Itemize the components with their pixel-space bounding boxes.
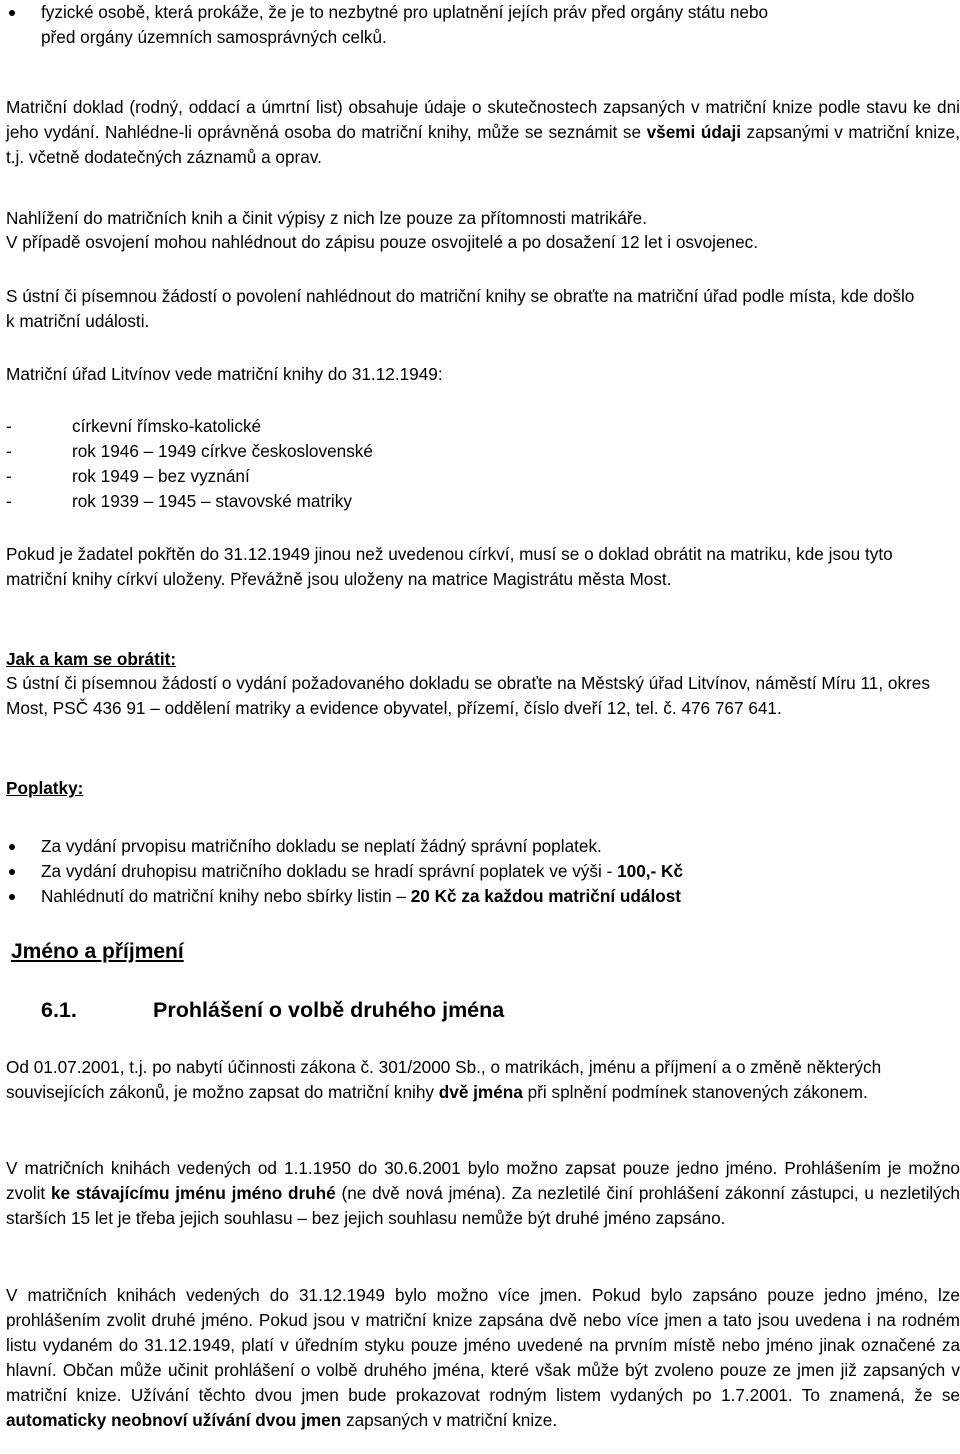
paragraph-od-2001: Od 01.07.2001, t.j. po nabytí účinnosti zákona č. 301/2000 Sb., o matrikách, jménu a příjmení a o změně některých souvisejících zákonů, je možno zapsat do matriční knihy dvě jména při splnění podmínek stanovených zákonem.	[6, 1057, 882, 1102]
paragraph-jak-a-kam: S ústní či písemnou žádostí o vydání požadovaného dokladu se obraťte na Městský úřad Litvínov, náměstí Míru 11, okres Most, PSČ 436 91 – oddělení matriky a evidence obyvatel, přízemí, číslo dveří 12, tel. č. 476 767 641.	[6, 673, 930, 718]
paragraph-nahlizeni-line-2: V případě osvojení mohou nahlédnout do zápisu pouze osvojitelé a po dosažení 12 let i osvojenec.	[6, 232, 758, 252]
bullet-dot-icon	[9, 844, 15, 850]
bullet-dot-icon	[9, 869, 15, 875]
bullet-text-line-2: před orgány územních samosprávných celků.	[41, 27, 387, 47]
paragraph-matricni-doklad: Matriční doklad (rodný, oddací a úmrtní list) obsahuje údaje o skutečnostech zapsaných v matriční knize podle stavu ke dni jeho vydání. Nahlédne-li oprávněná osoba do matriční knihy, může se seznámit se všemi údaji zapsanými v matriční knize, t.j. včetně dodatečných záznamů a oprav.	[6, 97, 960, 167]
paragraph-nahlizeni-line-1: Nahlížení do matričních knih a činit výpisy z nich lze pouze za přítomnosti matrikáře.	[6, 208, 647, 228]
heading-poplatky: Poplatky:	[6, 778, 84, 798]
paragraph-ustni-zadost: S ústní či písemnou žádostí o povolení nahlédnout do matriční knihy se obraťte na matriční úřad podle místa, kde došlo k matriční události.	[6, 286, 915, 331]
bullet-dot-icon	[9, 894, 15, 900]
heading-jmeno-a-prijmeni: Jméno a příjmení	[11, 940, 184, 963]
section-number: 6.1.	[41, 998, 77, 1022]
document-page: fyzické osobě, která prokáže, že je to nezbytné pro uplatnění jejích práv před orgány státu nebo před orgány územních samosprávných celků. Matriční doklad (rodný, oddací a úmrtní list) obsahuje údaje o skutečnostech zapsaných v matriční knize podle stavu ke dni jeho vydání. Nahlédne-li oprávněná osoba do matriční knihy, může se seznámit se všemi údaji zapsanými v matriční knize, t.j. včetně dodatečných záznamů a oprav. Nahlížení do matričních knih a činit výpisy z nich lze pouze za přítomnosti matrikáře. V případě osvojení mohou nahlédnout do zápisu pouze osvojitelé a po dosažení 12 let i osvojenec. S ústní či písemnou žádostí o povolení nahlédnout do matriční knihy se obraťte na matriční úřad podle místa, kde došlo k matriční události. Matriční úřad Litvínov vede matriční knihy do 31.12.1949: - církevní římsko-katolické - rok 1946 – 1949 církve československé - rok 1949 – bez vyznání - rok 1939 – 1945 – stavovské matriky Pokud je žadatel pokřtěn do 31.12.1949 jinou než uvedenou církví, musí se o doklad obrátit na matriku, kde jsou tyto matriční knihy církví uloženy. Převážně jsou uloženy na matrice Magistrátu města Most. Jak a kam se obrátit: S ústní či písemnou žádostí o vydání požadovaného dokladu se obraťte na Městský úřad Litvínov, náměstí Míru 11, okres Most, PSČ 436 91 – oddělení matriky a evidence obyvatel, přízemí, číslo dveří 12, tel. č. 476 767 641. Poplatky: Za vydání prvopisu matričního dokladu se neplatí žádný správní poplatek. Za vydání druhopisu matričního dokladu se hradí správní poplatek ve výši - 100,- Kč Nahlédnutí do matriční knihy nebo sbírky listin – 20 Kč za každou matriční událost Jméno a příjmení 6.1. Prohlášení o volbě druhého jména Od 01.07.2001, t.j. po nabytí účinnosti zákona č. 301/2000 Sb., o matrikách, jménu a příjmení a o změně některých souvisejících zákonů, je možno zapsat do matriční knihy dvě jména při splnění podmínek stanovených zákonem. V matričních knihách vedených od 1.1.1950 do 30.6.2001 bylo možno zapsat pouze jedno jméno. Prohlášením je možno zvolit ke stávajícímu jménu jméno druhé (ne dvě nová jména). Za nezletilé činí prohlášení zákonní zástupci, u nezletilých starších 15 let je třeba jejich souhlasu – bez jejich souhlasu nemůže být druhé jméno zapsáno. V matričních knihách vedených do 31.12.1949 bylo možno více jmen. Pokud bylo zapsáno pouze jedno jméno, lze prohlášením zvolit druhé jméno. Pokud jsou v matriční knize zapsána dvě nebo více jmen a tato jsou uvedena i na rodném listu vydaném do 31.12.1949, platí v úředním styku pouze jméno uvedené na prvním místě nebo jméno jinak označené za hlavní. Občan může učinit prohlášení o volbě druhého jména, které však může být zvoleno pouze ze jmen již zapsaných v matriční knize. Užívání těchto dvou jmen bude prokazovat rodným listem vydaných po 1.7.2001. To znamená, že se automaticky neobnoví užívání dvou jmen zapsaných v matriční knize.	[0, 0, 960, 1454]
heading-jak-a-kam: Jak a kam se obrátit:	[6, 649, 177, 669]
paragraph-knihy-1949: V matričních knihách vedených do 31.12.1949 bylo možno více jmen. Pokud bylo zapsáno pouze jedno jméno, lze prohlášením zvolit druhé jméno. Pokud jsou v matriční knize zapsána dvě nebo více jmen a tato jsou uvedena i na rodném listu vydaném do 31.12.1949, platí v úředním styku pouze jméno uvedené na prvním místě nebo jméno jinak označené za hlavní. Občan může učinit prohlášení o volbě druhého jména, které však může být zvoleno pouze ze jmen již zapsaných v matriční knize. Užívání těchto dvou jmen bude prokazovat rodným listem vydaných po 1.7.2001. To znamená, že se automaticky neobnoví užívání dvou jmen zapsaných v matriční knize.	[6, 1285, 960, 1430]
paragraph-urad-litvinov: Matriční úřad Litvínov vede matriční knihy do 31.12.1949:	[6, 364, 443, 384]
bullet-dot-icon	[9, 10, 15, 16]
paragraph-knihy-1950: V matričních knihách vedených od 1.1.1950 do 30.6.2001 bylo možno zapsat pouze jedno jméno. Prohlášením je možno zvolit ke stávajícímu jménu jméno druhé (ne dvě nová jména). Za nezletilé činí prohlášení zákonní zástupci, u nezletilých starších 15 let je třeba jejich souhlasu – bez jejich souhlasu nemůže být druhé jméno zapsáno.	[6, 1158, 960, 1228]
section-title: Prohlášení o volbě druhého jména	[153, 998, 505, 1022]
paragraph-pokud-je-zadatel: Pokud je žadatel pokřtěn do 31.12.1949 jinou než uvedenou církví, musí se o doklad obrátit na matriku, kde jsou tyto matriční knihy církví uloženy. Převážně jsou uloženy na matrice Magistrátu města Most.	[6, 544, 893, 589]
bold-vsemi-udaji: všemi údaji	[646, 122, 741, 142]
bullet-text-line-1: fyzické osobě, která prokáže, že je to nezbytné pro uplatnění jejích práv před orgány státu nebo	[41, 2, 769, 22]
